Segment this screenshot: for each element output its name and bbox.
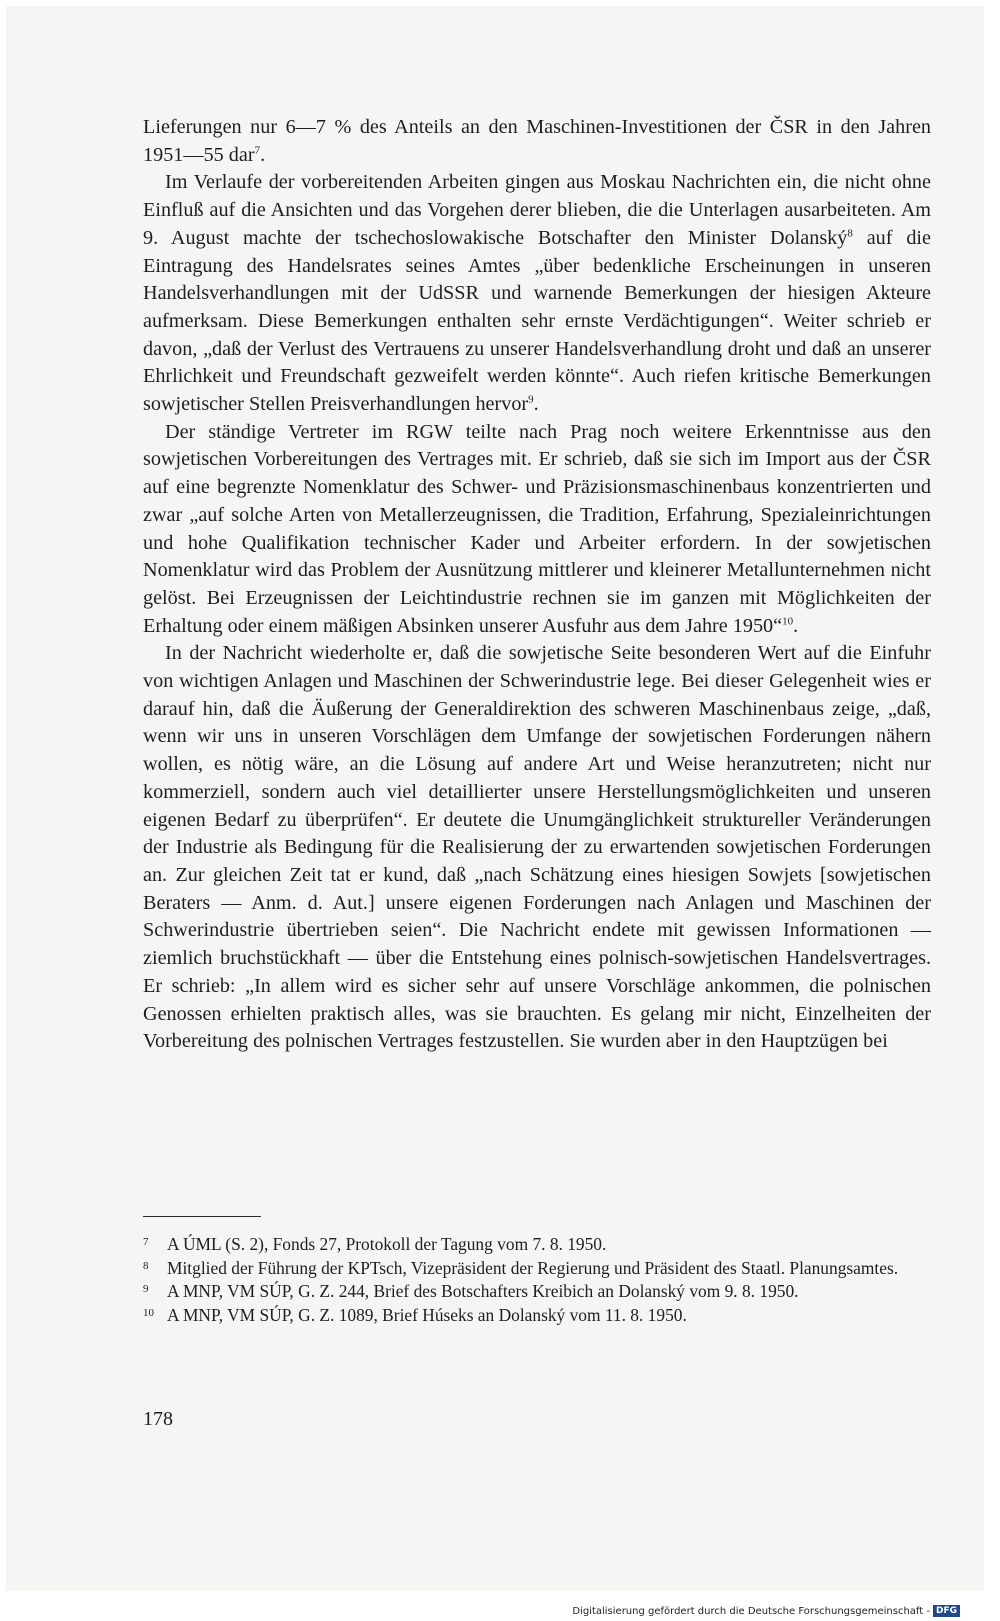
paragraph-3: Der ständige Vertreter im RGW teilte nach Prag noch weitere Erkenntnisse aus den sowjetischen Vorbereitungen des Vertrages mit. Er schrieb, daß sie sich im Import aus der ČSR auf eine begrenzte Nomenklatur des Schwer- und Präzisionsmaschinenbaus konzentrierten und zwar „auf solche Arten von Metallerzeugnissen, die Tradition, Erfahrung, Spezialeinrichtungen und hohe Qualifikation technischer Kader und Arbeiter erfordern. In der sowjetischen Nomenklatur wird das Problem der Ausnützung mittlerer und kleinerer Metallunternehmen nicht gelöst. Bei Erzeugnissen der Leichtindustrie rechnen sie im ganzen mit Möglichkeiten der Erhaltung oder einem mäßigen Absinken unserer Ausfuhr aus dem Jahre 1950“$^{10}$. [143,420,931,637]
digitization-credit [572,1605,960,1617]
footnote-ref-10: 10 [782,614,794,627]
footnote-text: A ÚML (S. 2), Fonds 27, Protokoll der Tagung vom 7. 8. 1950. [167,1234,607,1254]
footnotes [143,1233,931,1327]
footnote [143,1257,931,1281]
footnote-text: A MNP, VM SÚP, G. Z. 244, Brief des Botschafters Kreibich an Dolanský vom 9. 8. 1950. [167,1281,799,1301]
paragraph-4: In der Nachricht wiederholte er, daß die sowjetische Seite besonderen Wert auf die Einfuhr von wichtigen Anlagen und Maschinen der Schwerindustrie lege. Bei dieser Gelegenheit wies er darauf hin, daß die Äußerung der Generaldirektion des schweren Maschinenbaus zeige, „daß, wenn wir uns in unseren Vorschlägen dem Umfange der sowjetischen Forderungen nähern wollen, es nötig wäre, an die Lösung auf andere Art und Weise heranzutreten; nicht nur kommerziell, sondern auch viel detaillierter unsere Herstellungsmöglichkeiten und unseren eigenen Bedarf zu überprüfen“. Er deutete die Unumgänglichkeit struktureller Veränderungen der Industrie als Bedingung für die Realisierung der zu erwartenden sowjetischen Forderungen an. Zur gleichen Zeit tat er kund, daß „nach Schätzung eines hiesigen Sowjets [sowjetischen Beraters — Anm. d. Aut.] unsere eigenen Forderungen nach Anlagen und Maschinen der Schwerindustrie übertrieben seien“. Die Nachricht endete mit gewissen Informationen — ziemlich bruchstückhaft — über die Entstehung eines polnisch-sowjetischen Handelsvertrages. Er schrieb: „In allem wird es sicher sehr auf unsere Vorschläge ankommen, die polnischen Genossen erhielten praktisch alles, was sie brauchten. Es gelang mir nicht, Einzelheiten der Vorbereitung des polnischen Vertrages festzustellen. Sie wurden aber in den Hauptzügen bei [143,642,931,1053]
credit-text: Digitalisierung gefördert durch die Deutsche Forschungsgemeinschaft - [572,1605,930,1617]
footnote [143,1280,931,1304]
footnote-number: 9 [143,1283,149,1295]
footnote-ref-7: 7 [254,143,261,156]
footnote-divider [143,1216,261,1217]
footnote-ref-8: 8 [847,227,853,240]
paragraph-2: Im Verlaufe der vorbereitenden Arbeiten gingen aus Moskau Nachrichten ein, die nicht ohne Einfluß auf die Ansichten und das Vorgehen derer blieben, die die Unterlagen ausarbeiteten. Am 9. August machte der tschechoslowakische Botschafter den Minister Dolanský$^8$ auf die Eintragung des Handelsrates seines Amtes „über bedenkliche Erscheinungen in unseren Handelsverhandlungen mit der UdSSR und warnende Bemerkungen der hiesigen Akteure aufmerksam. Diese Bemerkungen enthalten sehr ernste Verdächtigungen“. Weiter schrieb er davon, „daß der Verlust des Vertrauens zu unserer Handelsverhandlung droht und daß an unserer Ehrlichkeit und Freundschaft gezweifelt werden könnte“. Auch riefen kritische Bemerkungen sowjetischer Stellen Preisverhandlungen hervor$^9$. [143,171,931,416]
footnote-number: 8 [143,1259,149,1272]
footnote [143,1233,931,1257]
footnote-number: 10 [143,1306,154,1319]
footnote-ref-9: 9 [528,393,534,406]
footnote [143,1304,931,1328]
paragraph-1: Lieferungen nur 6—7 % des Anteils an den Maschinen-Investitionen der ČSR in den Jahren 1951—55 dar$^7$. [143,116,931,166]
footnote-number: 7 [143,1236,149,1248]
footnote-text: A MNP, VM SÚP, G. Z. 1089, Brief Húseks an Dolanský vom 11. 8. 1950. [167,1304,687,1325]
footnote-text: Mitglied der Führung der KPTsch, Vizepräsident der Regierung und Präsident des Staatl. Planungsamtes. [167,1257,899,1278]
dfg-logo-icon: DFG [933,1605,960,1617]
body-text [143,114,931,1056]
page-number: 178 [143,1408,173,1430]
